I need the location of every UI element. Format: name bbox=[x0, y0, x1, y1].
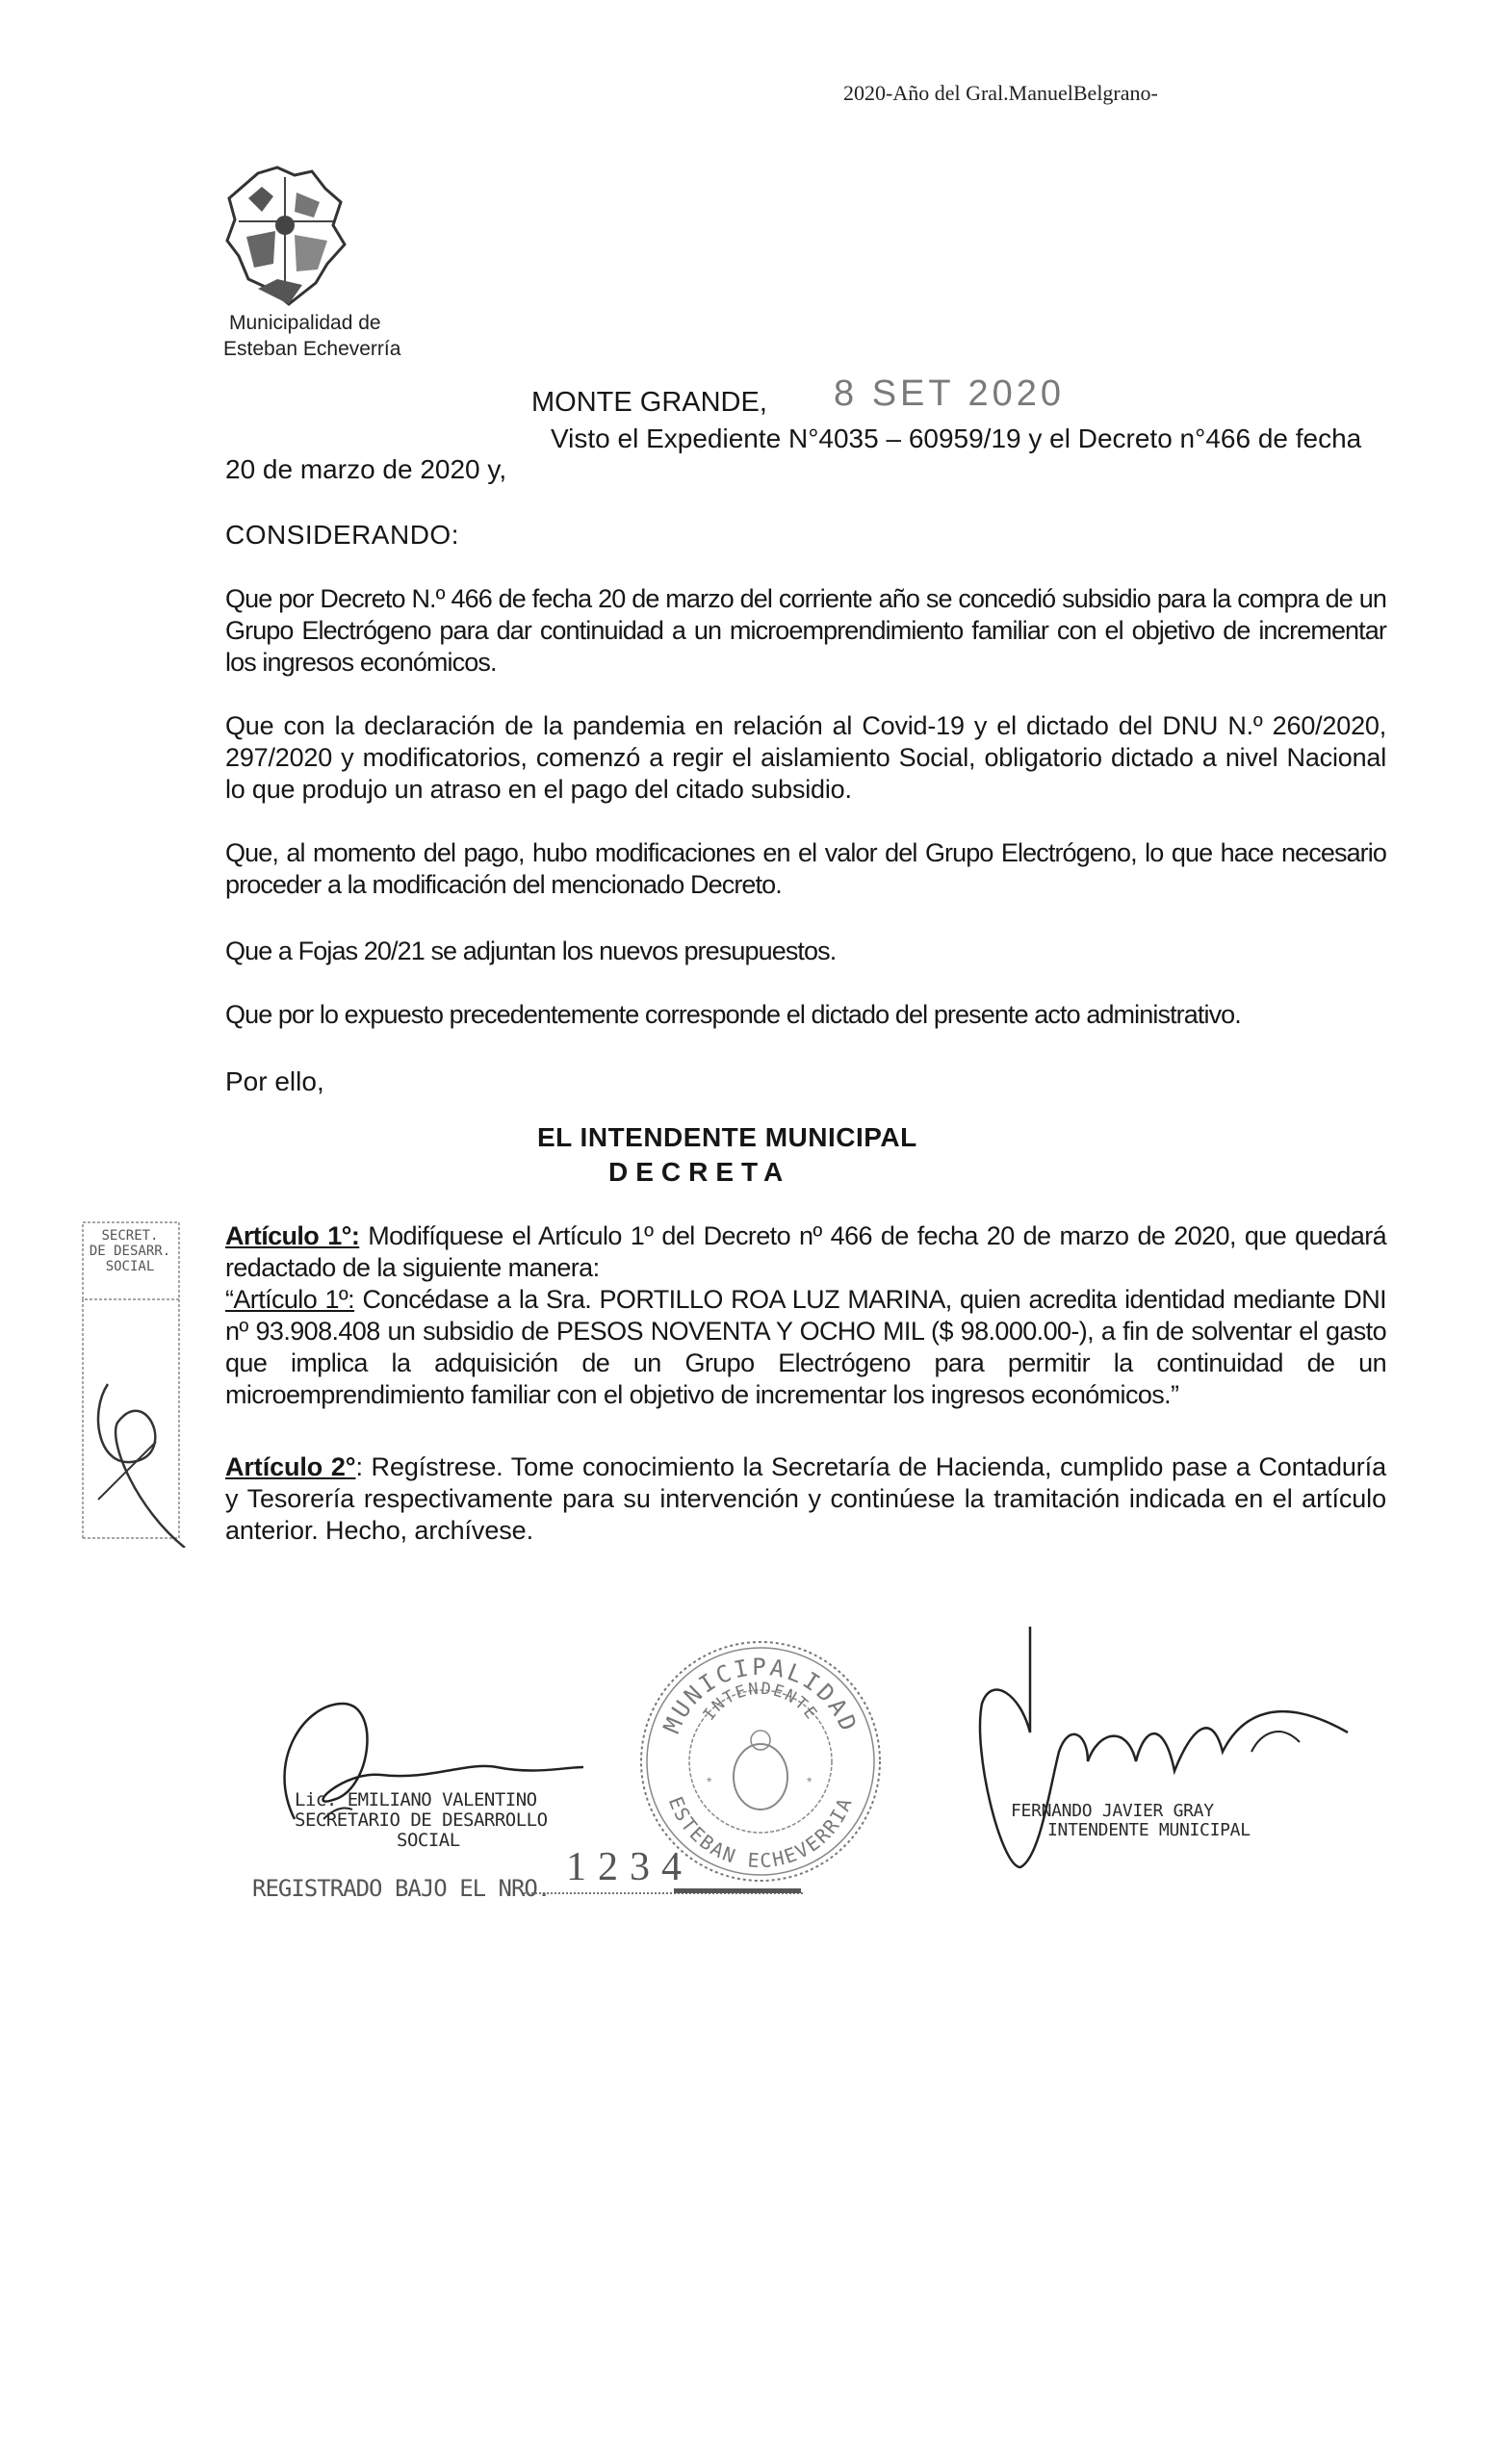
margin-stamp-line-3: SOCIAL bbox=[105, 1259, 155, 1274]
seal-top-text: MUNICIPALIDAD bbox=[658, 1654, 864, 1737]
article-2-text: : Regístrese. Tome conocimiento la Secretaría de Hacienda, cumplido pase a Contaduría y Tesorería respectivamente para su intervención y continúese la tramitación indicada en el artículo anterior. Hecho, archívese. bbox=[225, 1452, 1386, 1545]
considerando-paragraph: Que, al momento del pago, hubo modificaciones en el valor del Grupo Electrógeno, lo que hace necesario proceder a la modificación del mencionado Decreto. bbox=[225, 838, 1386, 899]
signatory-left-role-2: SOCIAL bbox=[397, 1830, 460, 1851]
considerando-paragraph: Que por lo expuesto precedentemente corresponde el dictado del presente acto administrativo. bbox=[225, 1000, 1241, 1029]
date-stamp: 8 SET 2020 bbox=[834, 373, 1066, 414]
signatory-left-name: Lic. EMILIANO VALENTINO bbox=[295, 1789, 537, 1810]
issuer-line-2: Esteban Echeverría bbox=[223, 338, 401, 360]
article-1-text: Modifíquese el Artículo 1º del Decreto nº 466 de fecha 20 de marzo de 2020, que quedará redactado de la siguiente manera: bbox=[225, 1221, 1386, 1282]
signatory-left bbox=[295, 1790, 548, 1851]
city-label: MONTE GRANDE, bbox=[531, 387, 767, 418]
considerando-title: CONSIDERANDO: bbox=[225, 520, 459, 550]
article-1-quote-label: “Artículo 1º: bbox=[225, 1285, 355, 1314]
svg-text:*: * bbox=[707, 1774, 712, 1789]
registry-label: REGISTRADO BAJO EL NRO. bbox=[252, 1875, 551, 1902]
article-1-quote-text: Concédase a la Sra. PORTILLO ROA LUZ MARINA, quien acredita identidad mediante DNI nº 93.908.408 un subsidio de PESOS NOVENTA Y OCHO MIL ($ 98.000.00-), a fin de solventar el gasto que implica la adquisición de un Grupo Electrógeno para permitir la continuidad de un microemprendimiento familiar con el objetivo de incrementar los ingresos económicos.” bbox=[225, 1285, 1387, 1409]
signatory-right bbox=[1011, 1802, 1251, 1840]
visto-line-1: Visto el Expediente N°4035 – 60959/19 y el Decreto n°466 de fecha bbox=[551, 424, 1362, 453]
margin-stamp-text bbox=[83, 1228, 177, 1274]
margin-stamp-line-2: DE DESARR. bbox=[89, 1244, 171, 1259]
article-1-title: Artículo 1°: bbox=[225, 1221, 360, 1250]
signatory-left-role-1: SECRETARIO DE DESARROLLO bbox=[295, 1810, 548, 1831]
considerando-paragraph: Que a Fojas 20/21 se adjuntan los nuevos presupuestos. bbox=[225, 937, 837, 965]
svg-text:*: * bbox=[807, 1774, 812, 1789]
signatory-right-role: INTENDENTE MUNICIPAL bbox=[1047, 1820, 1251, 1840]
decreta-heading: DECRETA bbox=[608, 1157, 791, 1187]
considerando-paragraph: Que por Decreto N.º 466 de fecha 20 de marzo del corriente año se concedió subsidio para la compra de un Grupo Electrógeno para dar continuidad a un microemprendimiento familiar con el objetivo de incrementar los ingresos económicos. bbox=[225, 584, 1386, 677]
year-motto: 2020-Año del Gral.ManuelBelgrano- bbox=[843, 81, 1158, 105]
registry-number: 1234 bbox=[566, 1845, 693, 1889]
closing-phrase: Por ello, bbox=[225, 1066, 324, 1096]
considerando-paragraph: Que con la declaración de la pandemia en relación al Covid-19 y el dictado del DNU N.º 260/2020, 297/2020 y modificatorios, comenzó a regir el aislamiento Social, obligatorio dictado a nivel Nacional lo que produjo un atraso en el pago del citado subsidio. bbox=[225, 711, 1386, 804]
municipal-crest-logo bbox=[219, 164, 350, 308]
margin-stamp-line-1: SECRET. bbox=[101, 1228, 159, 1244]
article-1 bbox=[225, 1220, 1386, 1411]
article-2 bbox=[225, 1451, 1386, 1547]
authority-heading: EL INTENDENTE MUNICIPAL bbox=[537, 1122, 917, 1152]
seal-inner-text: INTENDENTE bbox=[699, 1679, 822, 1725]
visto-line-2: 20 de marzo de 2020 y, bbox=[225, 454, 507, 484]
seal-bottom-text: ESTEBAN ECHEVERRIA bbox=[663, 1793, 858, 1873]
article-2-title: Artículo 2° bbox=[225, 1452, 356, 1481]
issuer-line-1: Municipalidad de bbox=[229, 312, 381, 334]
issuer-name bbox=[223, 310, 400, 362]
signature-right bbox=[963, 1617, 1367, 1886]
signatory-right-name: FERNANDO JAVIER GRAY bbox=[1011, 1801, 1214, 1821]
